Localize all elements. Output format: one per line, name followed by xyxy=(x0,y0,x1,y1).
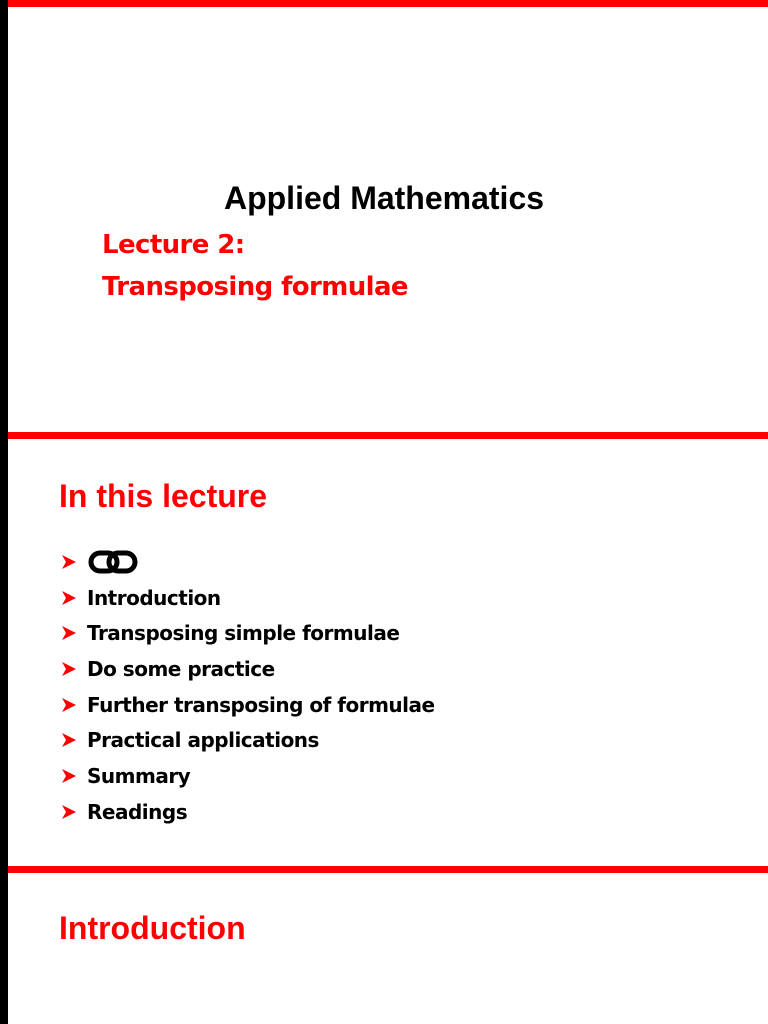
list-item xyxy=(60,580,435,616)
lecture-topic: Transposing formulae xyxy=(102,272,408,302)
slide-contents xyxy=(0,432,768,866)
list-item xyxy=(60,651,435,687)
presentation-title: Applied Mathematics xyxy=(223,180,545,216)
arrow-bullet-icon xyxy=(60,589,78,607)
arrow-bullet-icon xyxy=(60,731,78,749)
list-item-text: Readings xyxy=(87,799,188,824)
slide-top-accent-bar xyxy=(8,866,768,873)
list-item xyxy=(60,544,435,580)
slide-introduction xyxy=(0,866,768,1024)
slide-top-accent-bar xyxy=(8,432,768,439)
list-item-text: Further transposing of formulae xyxy=(87,692,435,717)
list-item-text: Do some practice xyxy=(87,656,275,681)
contents-list xyxy=(60,544,435,830)
list-item xyxy=(60,722,435,758)
list-item xyxy=(60,794,435,830)
slide-left-frame-bar xyxy=(0,866,8,1024)
arrow-bullet-icon xyxy=(60,803,78,821)
lecture-number: Lecture 2: xyxy=(102,230,245,260)
introduction-heading: Introduction xyxy=(59,910,246,946)
list-item-text: Transposing simple formulae xyxy=(87,621,400,646)
list-item xyxy=(60,687,435,723)
list-item-text: Summary xyxy=(87,763,191,788)
arrow-bullet-icon xyxy=(60,624,78,642)
contents-heading: In this lecture xyxy=(59,478,268,514)
list-item-text: Introduction xyxy=(87,585,221,610)
slide-title xyxy=(0,0,768,432)
slide-left-frame-bar xyxy=(0,432,8,866)
arrow-bullet-icon xyxy=(60,696,78,714)
list-item xyxy=(60,615,435,651)
arrow-bullet-icon xyxy=(60,553,78,571)
arrow-bullet-icon xyxy=(60,767,78,785)
arrow-bullet-icon xyxy=(60,660,78,678)
list-item-text: Practical applications xyxy=(87,728,319,753)
list-item xyxy=(60,758,435,794)
slide-top-accent-bar xyxy=(8,0,768,7)
link-icon xyxy=(87,548,139,576)
